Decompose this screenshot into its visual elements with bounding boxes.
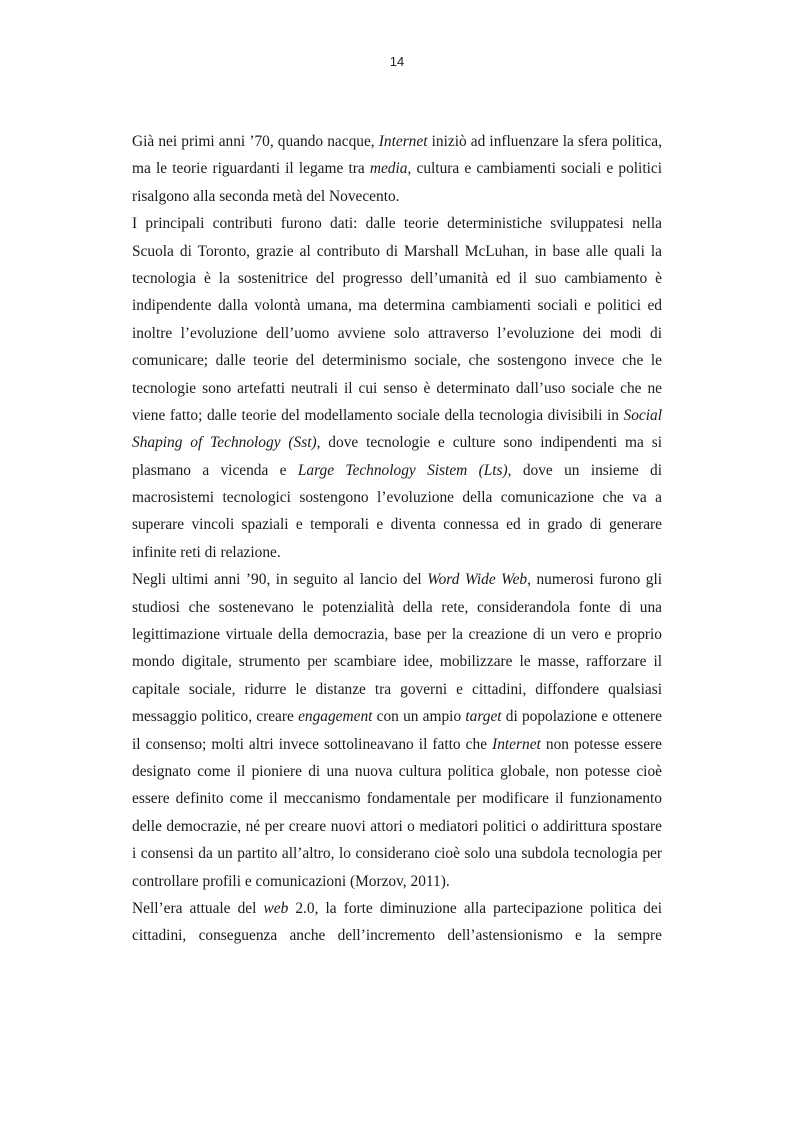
text-line: designato come il pioniere di una nuova cultura politica globale, non potesse cioè — [132, 762, 662, 780]
text-line: legittimazione virtuale della democrazia, base per la creazione di un vero e proprio — [132, 626, 662, 644]
text-line: Scuola di Toronto, grazie al contributo di Marshall McLuhan, in base alle quali la — [132, 242, 662, 260]
text-line: studiosi che sostenevano le potenzialità della rete, considerandola fonte di una — [132, 598, 662, 616]
text-line: Shaping of Technology (Sst), dove tecnologie e culture sono indipendenti ma si — [132, 434, 662, 452]
text-line: I principali contributi furono dati: dalle teorie deterministiche sviluppatesi nella — [132, 215, 662, 233]
text-line: viene fatto; dalle teorie del modellamento sociale della tecnologia divisibili in Social — [132, 406, 662, 424]
text-line: capitale sociale, ridurre le distanze tra governi e cittadini, diffondere qualsiasi — [132, 680, 662, 698]
text-line: superare vincoli spaziali e temporali e diventa connessa ed in grado di generare — [132, 516, 662, 534]
text-line: tecnologia è la sostenitrice del progresso dell’umanità ed il suo cambiamento è — [132, 269, 662, 287]
text-line: comunicare; dalle teorie del determinismo sociale, che sostengono invece che le — [132, 352, 662, 370]
text-line: Già nei primi anni ’70, quando nacque, Internet iniziò ad influenzare la sfera politica, — [132, 133, 662, 150]
body-text — [132, 128, 662, 950]
text-line: il consenso; molti altri invece sottolineavano il fatto che Internet non potesse essere — [132, 735, 662, 753]
text-line: mondo digitale, strumento per scambiare idee, mobilizzare le masse, rafforzare il — [132, 653, 662, 671]
page-number: 14 — [389, 54, 405, 69]
text-line: messaggio politico, creare engagement con un ampio target di popolazione e ottenere — [132, 708, 662, 726]
text-line: i consensi da un partito all’altro, lo considerano cioè solo una subdola tecnologia per — [132, 845, 662, 863]
text-line: macrosistemi tecnologici sostengono l’evoluzione della comunicazione che va a — [132, 489, 662, 507]
text-line: delle democrazie, né per creare nuovi attori o mediatori politici o addirittura spostare — [132, 817, 662, 835]
text-line: Nell’era attuale del web 2.0, la forte diminuzione alla partecipazione politica dei — [132, 899, 662, 917]
text-line: risalgono alla seconda metà del Novecento. — [132, 187, 400, 205]
text-line: ma le teorie riguardanti il legame tra media, cultura e cambiamenti sociali e politici — [132, 160, 662, 178]
text-line: essere definito come il meccanismo fondamentale per modificare il funzionamento — [132, 790, 662, 808]
text-line: cittadini, conseguenza anche dell’incremento dell’astensionismo e la sempre — [132, 927, 662, 945]
text-line: indipendente dalla volontà umana, ma determina cambiamenti sociali e politici ed — [132, 297, 662, 315]
text-line: controllare profili e comunicazioni (Morzov, 2011). — [132, 872, 450, 890]
text-line: inoltre l’evoluzione dell’uomo avviene solo attraverso l’evoluzione dei modi di — [132, 324, 662, 342]
text-line: plasmano a vicenda e Large Technology Sistem (Lts), dove un insieme di — [132, 461, 662, 479]
text-line: Negli ultimi anni ’90, in seguito al lancio del Word Wide Web, numerosi furono gli — [132, 571, 662, 589]
text-line: infinite reti di relazione. — [132, 543, 281, 561]
text-line: tecnologie sono artefatti neutrali il cui senso è determinato dall’uso sociale che ne — [132, 379, 662, 397]
